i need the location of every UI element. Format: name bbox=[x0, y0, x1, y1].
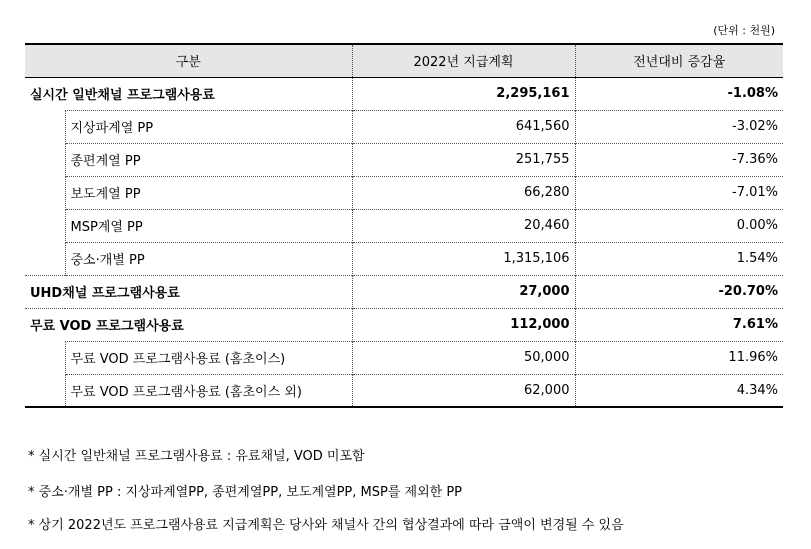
table-row-main bbox=[25, 77, 783, 110]
row-change: -20.70% bbox=[575, 275, 783, 308]
footnote-1: * 실시간 일반채널 프로그램사용료 : 유료채널, VOD 미포함 bbox=[28, 449, 365, 464]
row-indent bbox=[25, 143, 65, 176]
row-change: -1.08% bbox=[575, 77, 783, 110]
row-change: 11.96% bbox=[575, 341, 783, 374]
row-change: 1.54% bbox=[575, 242, 783, 275]
header-category: 구분 bbox=[25, 44, 352, 77]
table-row-sub bbox=[25, 176, 783, 209]
footnote-2: * 중소·개별 PP : 지상파계열PP, 종편계열PP, 보도계열PP, MSP를 제외한 PP bbox=[28, 485, 463, 500]
table-row-sub bbox=[25, 110, 783, 143]
row-indent bbox=[25, 110, 65, 143]
row-label: MSP계열 PP bbox=[65, 209, 352, 242]
row-change: -3.02% bbox=[575, 110, 783, 143]
row-label: UHD채널 프로그램사용료 bbox=[25, 275, 352, 308]
row-plan: 66,280 bbox=[352, 176, 575, 209]
row-plan: 62,000 bbox=[352, 374, 575, 407]
table-row-main bbox=[25, 308, 783, 341]
row-indent bbox=[25, 374, 65, 407]
row-label: 중소·개별 PP bbox=[65, 242, 352, 275]
row-plan: 2,295,161 bbox=[352, 77, 575, 110]
row-plan: 50,000 bbox=[352, 341, 575, 374]
table-header-row bbox=[25, 44, 783, 77]
row-change: 0.00% bbox=[575, 209, 783, 242]
row-indent bbox=[25, 341, 65, 374]
row-label: 무료 VOD 프로그램사용료 (홈초이스) bbox=[65, 341, 352, 374]
row-label: 지상파계열 PP bbox=[65, 110, 352, 143]
row-plan: 641,560 bbox=[352, 110, 575, 143]
row-plan: 27,000 bbox=[352, 275, 575, 308]
row-label: 종편계열 PP bbox=[65, 143, 352, 176]
header-change: 전년대비 증감율 bbox=[575, 44, 783, 77]
row-indent bbox=[25, 176, 65, 209]
table-row-sub bbox=[25, 374, 783, 407]
row-plan: 112,000 bbox=[352, 308, 575, 341]
row-change: 4.34% bbox=[575, 374, 783, 407]
table-row-sub bbox=[25, 209, 783, 242]
unit-note: (단위 : 천원) bbox=[713, 24, 775, 37]
row-change: 7.61% bbox=[575, 308, 783, 341]
row-label: 무료 VOD 프로그램사용료 (홈초이스 외) bbox=[65, 374, 352, 407]
row-change: -7.01% bbox=[575, 176, 783, 209]
footnote-3: * 상기 2022년도 프로그램사용료 지급계획은 당사와 채널사 간의 협상결과에 따라 금액이 변경될 수 있음 bbox=[28, 518, 624, 533]
row-change: -7.36% bbox=[575, 143, 783, 176]
table-row-main bbox=[25, 275, 783, 308]
row-label: 보도계열 PP bbox=[65, 176, 352, 209]
row-label: 실시간 일반채널 프로그램사용료 bbox=[25, 77, 352, 110]
row-plan: 20,460 bbox=[352, 209, 575, 242]
table-row-sub bbox=[25, 143, 783, 176]
row-plan: 1,315,106 bbox=[352, 242, 575, 275]
table-row-sub bbox=[25, 341, 783, 374]
header-plan: 2022년 지급계획 bbox=[352, 44, 575, 77]
table-row-sub bbox=[25, 242, 783, 275]
row-indent bbox=[25, 242, 65, 275]
row-plan: 251,755 bbox=[352, 143, 575, 176]
payment-plan-table bbox=[25, 43, 783, 408]
row-indent bbox=[25, 209, 65, 242]
row-label: 무료 VOD 프로그램사용료 bbox=[25, 308, 352, 341]
